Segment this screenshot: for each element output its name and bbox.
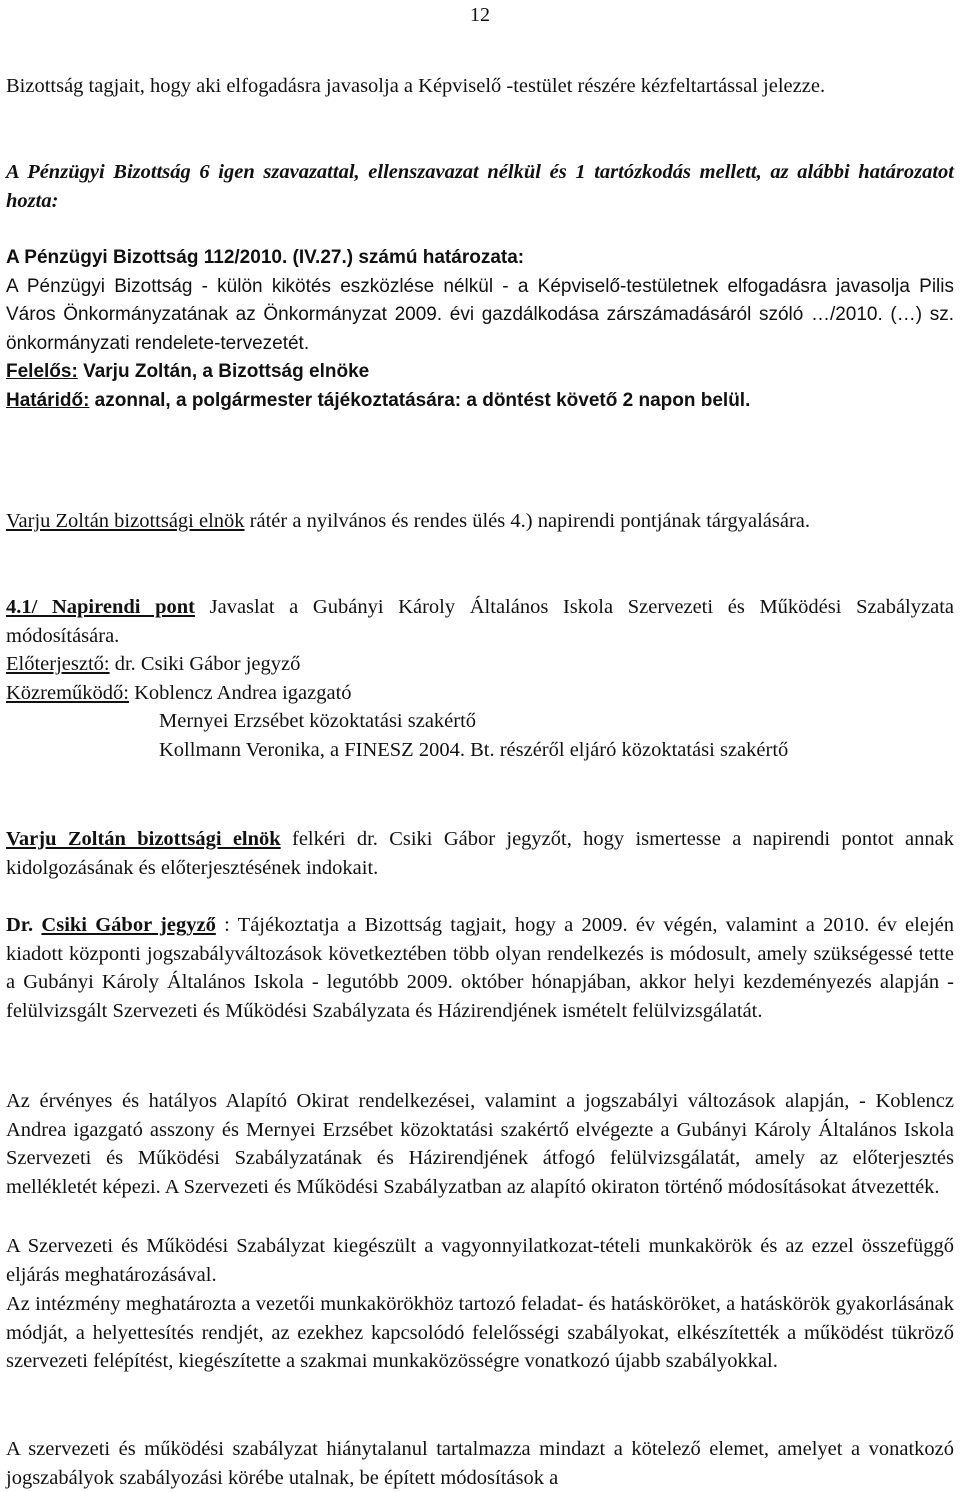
- paragraph-request: [6, 825, 954, 882]
- contributor-1: Koblencz Andrea igazgató: [128, 681, 352, 704]
- contributor-3: Kollmann Veronika, a FINESZ 2004. Bt. részéről eljáró közoktatási szakértő: [159, 738, 789, 761]
- contributor-2: Mernyei Erzsébet közoktatási szakértő: [159, 710, 477, 732]
- presenter-value: dr. Csiki Gábor jegyző: [109, 653, 301, 675]
- presenter-line: [6, 650, 954, 679]
- agenda-item-label: 4.1/ Napirendi pont: [6, 596, 195, 618]
- agenda-item-title: [6, 593, 954, 650]
- paragraph-supplement: A Szervezeti és Működési Szabályzat kiegészült a vagyonnyilatkozat-tételi munkakörök és az ezzel összefüggő eljárás meghatározásával.: [6, 1235, 954, 1286]
- chair-name: Varju Zoltán bizottsági elnök: [6, 510, 245, 532]
- deadline-label: Határidő:: [6, 389, 90, 411]
- paragraph-agenda-intro: [6, 507, 954, 536]
- agenda-intro-text: rátér a nyilvános és rendes ülés 4.) napirendi pontjának tárgyalására.: [244, 510, 810, 532]
- info-prefix: Dr.: [6, 914, 34, 936]
- contributor-label: Közreműködő:: [6, 681, 129, 704]
- request-text: felkéri dr. Csiki Gábor jegyzőt, hogy ismertesse a napirendi pontot annak kidolgozásának és előterjesztésének indokait.: [6, 828, 955, 879]
- contributor-line-1: [6, 679, 954, 708]
- paragraph-institution: Az intézmény meghatározta a vezetői munkakörökhöz tartozó feladat- és hatásköröket, a hatáskörök gyakorlásának módját, a helyettesítés rendjét, az ezekhez kapcsolódó felelősségi szabályokat, elkészítették a működést tükröző szervezeti felépítést, kiegészítette a szakmai munkaközösségre vonatkozó újabb szabályokkal.: [6, 1293, 954, 1372]
- resolution-title: A Pénzügyi Bizottság 112/2010. (IV.27.) számú határozata:: [6, 247, 525, 268]
- deadline-value: azonnal, a polgármester tájékoztatására: a döntést követő 2 napon belül.: [89, 389, 751, 411]
- request-chair-name: Varju Zoltán bizottsági elnök: [6, 828, 281, 850]
- resolution-body: A Pénzügyi Bizottság - külön kikötés eszközlése nélkül - a Képviselő-testületnek elfogadásra javasolja Pilis Város Önkormányzatának az Önkormányzat 2009. évi gazdálkodása zárszámadásáról szóló …/2010. (…) sz. önkormányzati rendelete-tervezetét.: [6, 275, 954, 354]
- paragraph-last: A szervezeti és működési szabályzat hiánytalanul tartalmazza mindazt a kötelező elemet, amelyet a vonatkozó jogszabályok szabályozási körébe utalnak, be épített módosítások a: [6, 1438, 954, 1489]
- agenda-item-text: Javaslat a Gubányi Károly Általános Iskola Szervezeti és Működési Szabályzata módosítására.: [6, 596, 954, 647]
- paragraph-vote-request: Bizottság tagjait, hogy aki elfogadásra javasolja a Képviselő -testület részére kézfeltartással jelezze.: [6, 75, 826, 97]
- responsible-label: Felelős:: [6, 361, 78, 382]
- responsible-value: Varju Zoltán, a Bizottság elnöke: [77, 361, 370, 382]
- agenda-item-block: [6, 593, 954, 764]
- paragraph-vote-result: A Pénzügyi Bizottság 6 igen szavazattal, ellenszavazat nélkül és 1 tartózkodás mellett, az alábbi határozatot hozta:: [6, 161, 954, 212]
- page-number: 12: [470, 4, 490, 26]
- paragraph-validity: Az érvényes és hatályos Alapító Okirat rendelkezései, valamint a jogszabályi változások alapján, - Koblencz Andrea igazgató asszony és Mernyei Erzsébet közoktatási szakértő elvégezte a Gubányi Károly Általános Iskola Szervezeti és Működési Szabályzatának és Házirendjének átfogó felülvizsgálatát, amely az előterjesztés mellékletét képezi. A Szervezeti és Működési Szabályzatban az alapító okiraton történő módosításokat átvezették.: [6, 1090, 954, 1198]
- resolution-deadline: [6, 387, 954, 416]
- resolution-block: [6, 244, 954, 415]
- info-text: : Tájékoztatja a Bizottság tagjait, hogy a 2009. év végén, valamint a 2010. év elején kiadott központi jogszabályváltozások következtében több olyan rendelkezés is módosult, amely szükségessé tette a Gubányi Károly Általános Iskola - legutóbb 2009. október hónapjában, akkor helyi kezdeményezés alapján - felülvizsgált Szervezeti és Működési Szabályzata és Házirendjének ismételt felülvizsgálatát.: [6, 914, 954, 1022]
- resolution-responsible: [6, 358, 954, 387]
- info-name: Csiki Gábor jegyző: [41, 914, 216, 936]
- presenter-label: Előterjesztő:: [6, 653, 110, 675]
- paragraph-info: [6, 911, 954, 1025]
